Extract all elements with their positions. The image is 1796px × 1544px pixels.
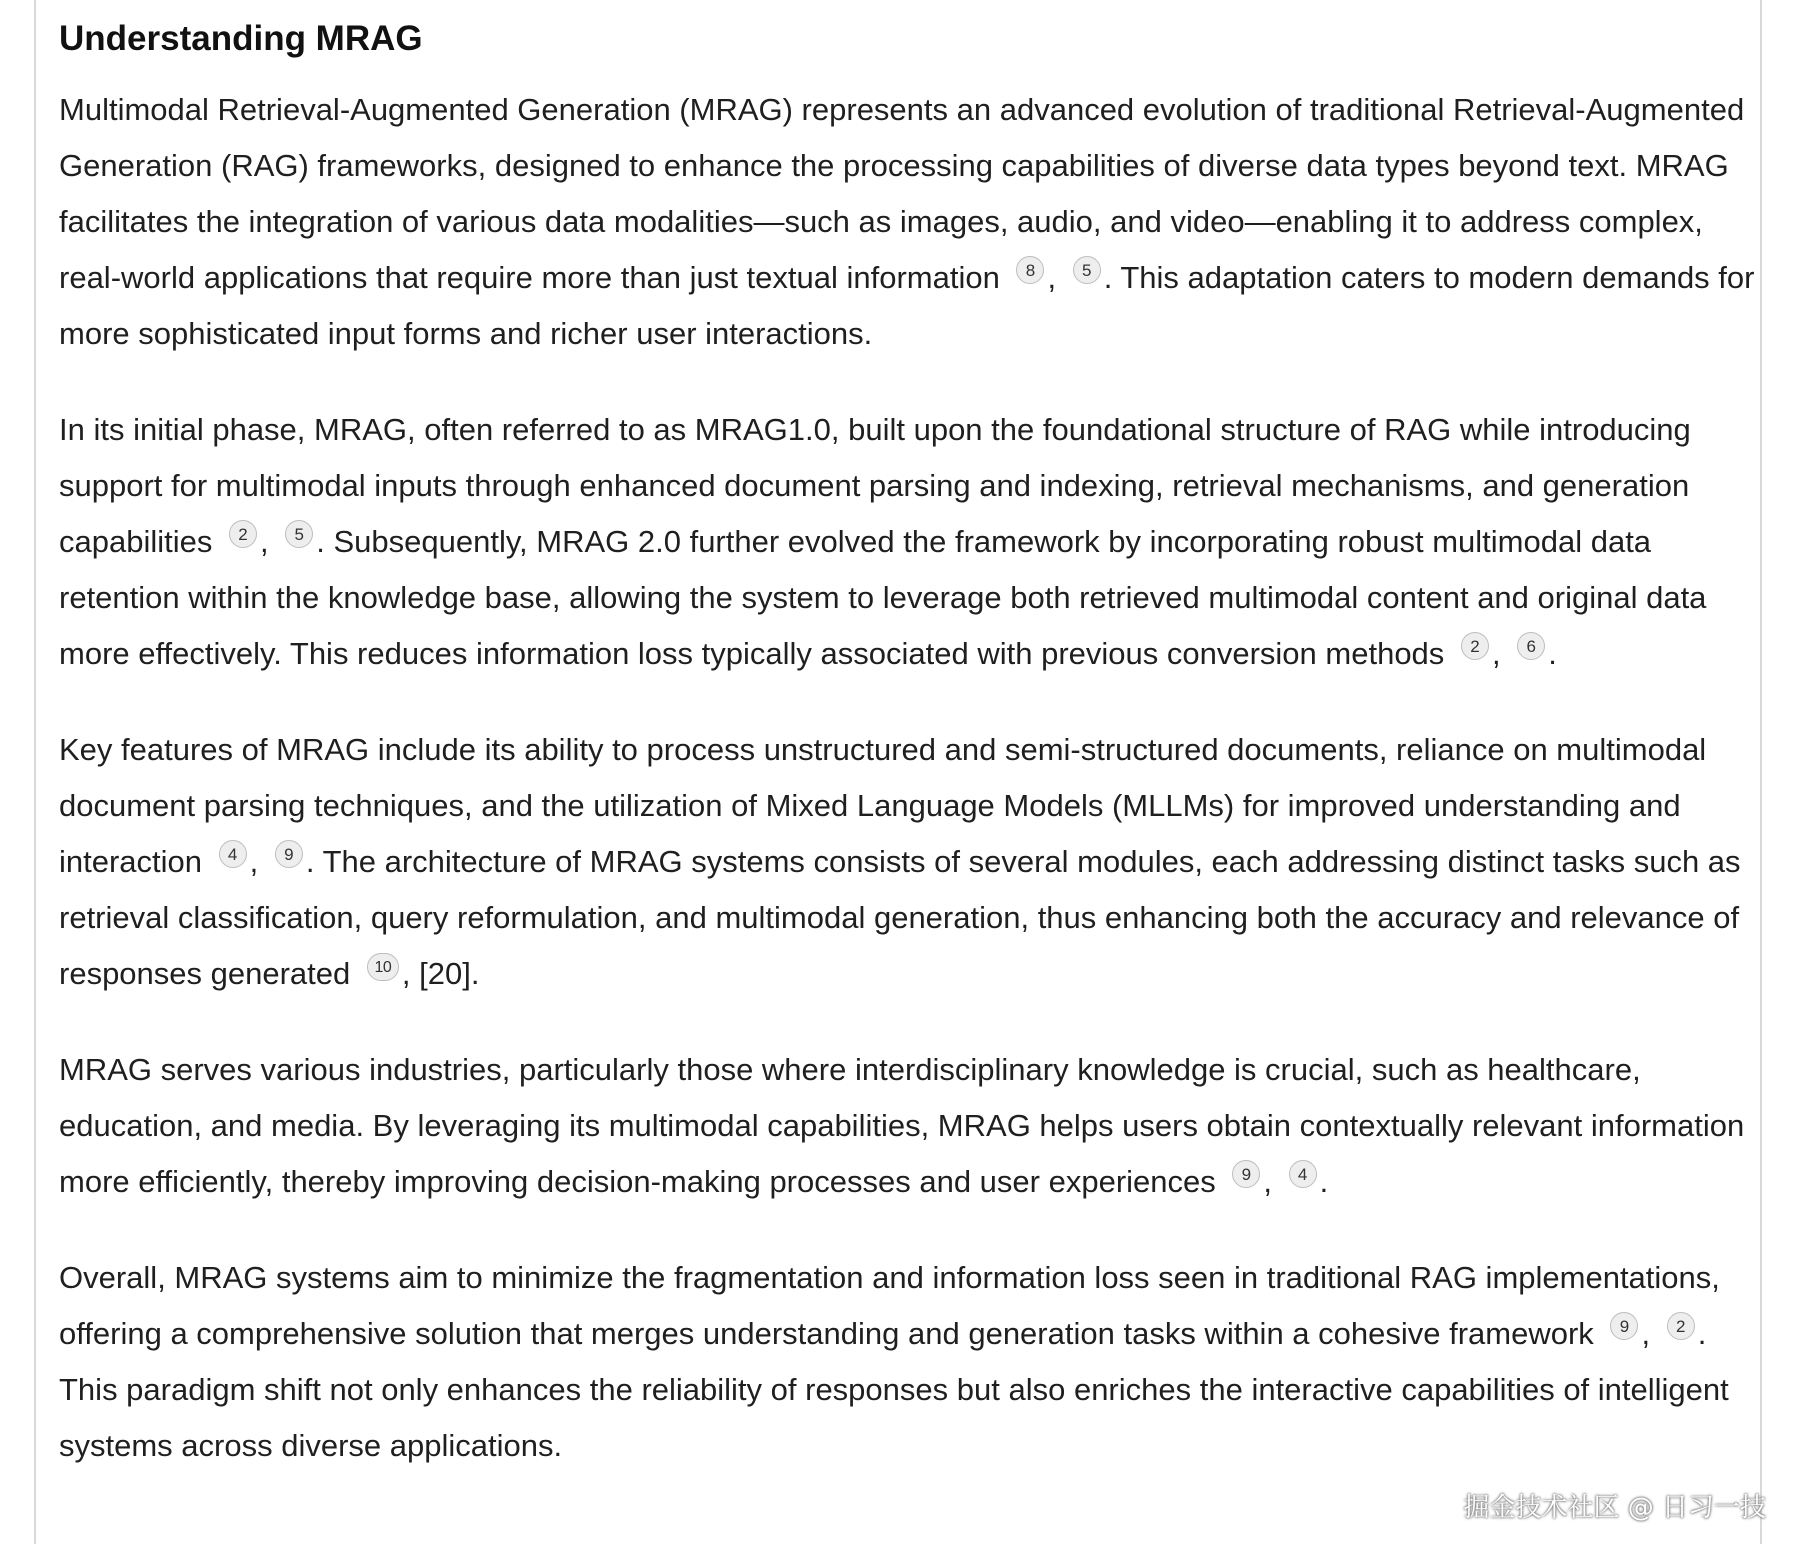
citation-badge[interactable]: 5 (1073, 256, 1101, 284)
section-title: Understanding MRAG (59, 19, 423, 58)
paragraph-text: . (1319, 1164, 1329, 1199)
citation-badge[interactable]: 2 (1461, 632, 1489, 660)
citation-badge[interactable]: 4 (219, 840, 247, 868)
paragraph-text: Multimodal Retrieval-Augmented Generation (MRAG) represents an advanced evolution of traditional Retrieval-Augmented Generation (RAG) frameworks, designed to enhance the processing capabilities of diverse data types beyond text. MRAG facilitates the integration of various data modalities—such as images, audio, and video—enabling it to address complex, real-world applications that require more than just textual information (59, 92, 1745, 295)
paragraph-text: . The architecture of MRAG systems consists of several modules, each addressing distinct tasks such as retrieval classification, query reformulation, and multimodal generation, thus enhancing both the accuracy and relevance of responses generated (59, 844, 1741, 991)
citation-badge[interactable]: 9 (1232, 1160, 1260, 1188)
paragraph-text: , [20]. (401, 956, 480, 991)
citation-badge[interactable]: 5 (285, 520, 313, 548)
paragraph-features (59, 722, 1759, 1002)
citation-badge[interactable]: 9 (275, 840, 303, 868)
paragraph-text: . This adaptation caters to modern demands for more sophisticated input forms and richer user interactions. (59, 260, 1755, 351)
paragraph-phases (59, 402, 1759, 682)
paragraph-text: In its initial phase, MRAG, often referred to as MRAG1.0, built upon the foundational structure of RAG while introducing support for multimodal inputs through enhanced document parsing and indexing, retrieval mechanisms, and generation capabilities (59, 412, 1691, 559)
paragraph-intro (59, 82, 1759, 362)
citation-badge[interactable]: 10 (367, 953, 399, 981)
article-content (59, 14, 1759, 1514)
citation-separator: , (1641, 1316, 1651, 1351)
citation-badge[interactable]: 8 (1016, 256, 1044, 284)
paragraph-overall (59, 1250, 1759, 1474)
citation-badge[interactable]: 2 (1667, 1312, 1695, 1340)
citation-separator: , (1263, 1164, 1272, 1199)
citation-separator: , (1047, 260, 1057, 295)
citation-badge[interactable]: 9 (1610, 1312, 1638, 1340)
citation-separator: , (1491, 636, 1501, 671)
paragraph-text: Overall, MRAG systems aim to minimize the fragmentation and information loss seen in traditional RAG implementations, offering a comprehensive solution that merges understanding and generation tasks within a cohesive framework (59, 1260, 1720, 1351)
paragraph-text: Key features of MRAG include its ability to process unstructured and semi-structured documents, reliance on multimodal document parsing techniques, and the utilization of Mixed Language Models (MLLMs) for improved understanding and interaction (59, 732, 1707, 879)
paragraph-text: . This paradigm shift not only enhances the reliability of responses but also enriches the interactive capabilities of intelligent systems across diverse applications. (59, 1316, 1729, 1463)
citation-separator: , (260, 524, 269, 559)
paragraph-text: . Subsequently, MRAG 2.0 further evolved the framework by incorporating robust multimodal data retention within the knowledge base, allowing the system to leverage both retrieved multimodal content and original data more effectively. This reduces information loss typically associated with previous conversion methods (59, 524, 1707, 671)
paragraph-text: MRAG serves various industries, particularly those where interdisciplinary knowledge is crucial, such as healthcare, education, and media. By leveraging its multimodal capabilities, MRAG helps users obtain contextually relevant information more efficiently, thereby improving decision-making processes and user experiences (59, 1052, 1745, 1199)
citation-badge[interactable]: 6 (1517, 632, 1545, 660)
paragraph-industries (59, 1042, 1759, 1210)
paragraph-text: . (1548, 636, 1557, 671)
citation-separator: , (249, 844, 259, 879)
watermark-text: 掘金技术社区 @ 日习一技 (1463, 1493, 1766, 1523)
citation-badge[interactable]: 4 (1289, 1160, 1317, 1188)
citation-badge[interactable]: 2 (229, 520, 257, 548)
